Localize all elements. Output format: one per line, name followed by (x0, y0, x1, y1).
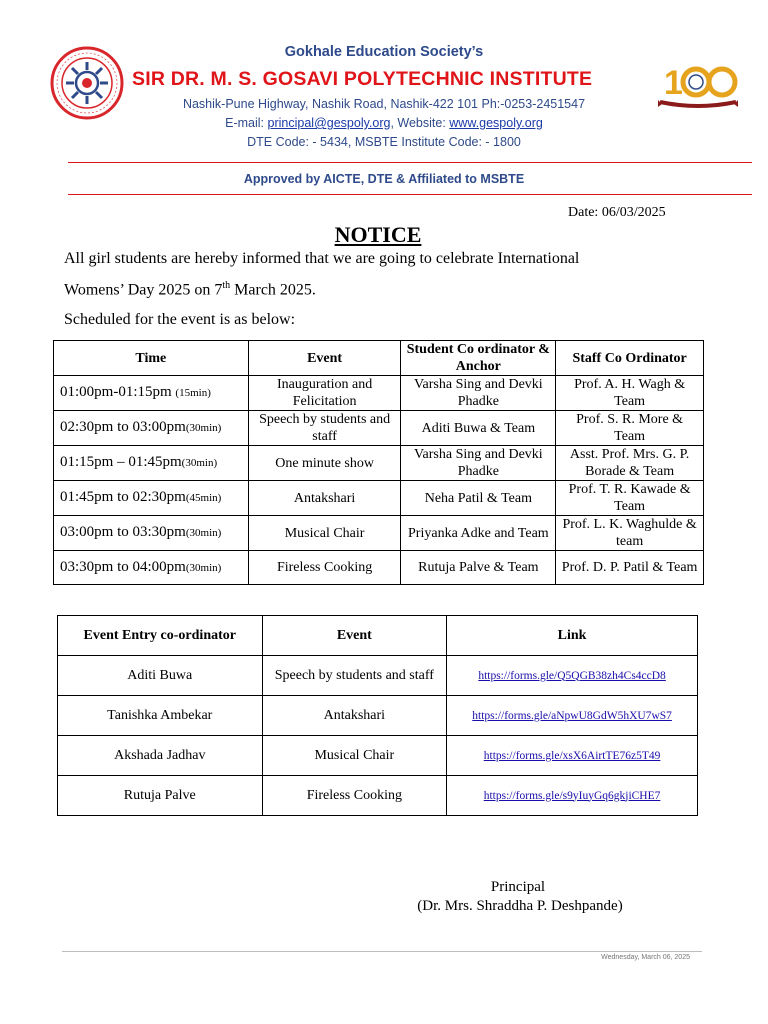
schedule-row (54, 446, 704, 481)
footer-date: Wednesday, March 06, 2025 (601, 954, 690, 961)
footer-divider (62, 951, 702, 952)
coordinator-cell: Tanishka Ambekar (58, 696, 263, 736)
student-cell: Aditi Buwa & Team (401, 411, 556, 446)
entry-row (58, 776, 698, 816)
schedule-row (54, 481, 704, 516)
email-label: E-mail: (225, 116, 268, 130)
link-cell (447, 696, 698, 736)
schedule-row (54, 516, 704, 551)
duration: (30min) (185, 422, 222, 434)
staff-cell: Prof. L. K. Waghulde & team (556, 516, 704, 551)
event-cell: Inauguration and Felicitation (248, 376, 401, 411)
time-range: 01:00pm-01:15pm (60, 384, 176, 400)
header-divider-bottom (68, 194, 752, 195)
time-cell (54, 446, 249, 481)
intro-line-2-end: March 2025. (230, 281, 316, 299)
time-range: 02:30pm to 03:00pm (60, 419, 186, 435)
coordinator-cell: Aditi Buwa (58, 656, 263, 696)
form-link[interactable]: https://forms.gle/s9yIuyGq6gkjiCHE7 (483, 789, 661, 802)
form-link[interactable]: https://forms.gle/xsX6AirtTE76z5T49 (483, 749, 661, 762)
entry-event-cell: Speech by students and staff (262, 656, 447, 696)
time-range: 03:30pm to 04:00pm (60, 558, 186, 575)
form-link[interactable]: https://forms.gle/Q5QGB38zh4Cs4ccD8 (478, 669, 666, 682)
entry-event-cell: Antakshari (262, 696, 447, 736)
signatory-name: (Dr. Mrs. Shraddha P. Deshpande) (417, 898, 623, 914)
ordinal-suffix: th (222, 280, 231, 291)
event-cell: Antakshari (248, 481, 401, 516)
email-link[interactable]: principal@gespoly.org (267, 116, 391, 130)
time-cell (54, 376, 249, 411)
entry-header-row (58, 616, 698, 656)
staff-cell: Prof. T. R. Kawade & Team (556, 481, 704, 516)
institute-address: Nashik-Pune Highway, Nashik Road, Nashik-422 101 Ph:-0253-2451547 (182, 97, 586, 111)
event-cell: One minute show (248, 446, 401, 481)
entry-row (58, 736, 698, 776)
student-cell: Priyanka Adke and Team (401, 516, 556, 551)
duration: (30min) (181, 457, 218, 469)
entry-row (58, 696, 698, 736)
header-staff-coordinator: Staff Co Ordinator (556, 341, 704, 376)
time-range: 01:45pm to 02:30pm (60, 489, 186, 505)
society-name: Gokhale Education Society’s (284, 44, 484, 60)
form-link[interactable]: https://forms.gle/aNpwU8GdW5hXU7wS7 (472, 709, 672, 722)
entry-coordinator-table (57, 615, 698, 816)
header-entry-link: Link (447, 616, 698, 656)
schedule-header-row (54, 341, 704, 376)
time-cell (54, 481, 249, 516)
entry-event-cell: Fireless Cooking (262, 776, 447, 816)
student-cell: Neha Patil & Team (401, 481, 556, 516)
duration: (30min) (185, 527, 222, 539)
schedule-row (54, 551, 704, 585)
coordinator-cell: Rutuja Palve (58, 776, 263, 816)
intro-line-2-text: Womens’ Day 2025 on 7 (64, 281, 223, 299)
schedule-table (53, 340, 704, 585)
intro-line-1: All girl students are hereby informed that we are going to celebrate International (64, 250, 580, 267)
institute-codes: DTE Code: - 5434, MSBTE Institute Code: - 1800 (247, 135, 521, 149)
header-event: Event (248, 341, 401, 376)
schedule-row (54, 376, 704, 411)
signatory-title: Principal (490, 879, 546, 895)
intro-line-2 (64, 280, 316, 299)
svg-text:1: 1 (664, 64, 683, 102)
staff-cell: Asst. Prof. Mrs. G. P. Borade & Team (556, 446, 704, 481)
link-cell (447, 776, 698, 816)
time-cell (54, 411, 249, 446)
duration: (30min) (185, 561, 222, 574)
intro-line-3: Scheduled for the event is as below: (64, 311, 296, 328)
notice-title: NOTICE (334, 222, 422, 247)
institute-name: SIR DR. M. S. GOSAVI POLYTECHNIC INSTITUTE (132, 68, 593, 90)
time-range: 03:00pm to 03:30pm (60, 524, 186, 540)
staff-cell: Prof. S. R. More & Team (556, 411, 704, 446)
coordinator-cell: Akshada Jadhav (58, 736, 263, 776)
duration: (15min) (175, 387, 211, 399)
website-label: , Website: (390, 116, 450, 130)
header-student-coordinator: Student Co ordinator & Anchor (401, 341, 556, 376)
event-cell: Musical Chair (248, 516, 401, 551)
time-range: 01:15pm – 01:45pm (60, 454, 182, 470)
contact-line (0, 116, 768, 130)
student-cell: Varsha Sing and Devki Phadke (401, 376, 556, 411)
student-cell: Rutuja Palve & Team (401, 551, 556, 585)
staff-cell: Prof. A. H. Wagh & Team (556, 376, 704, 411)
header-time: Time (54, 341, 249, 376)
header-entry-event: Event (262, 616, 447, 656)
entry-row (58, 656, 698, 696)
notice-date: Date: 06/03/2025 (568, 205, 666, 220)
event-cell: Fireless Cooking (248, 551, 401, 585)
staff-cell: Prof. D. P. Patil & Team (556, 551, 704, 585)
duration: (45min) (185, 492, 222, 504)
time-cell (54, 516, 249, 551)
header-entry-coordinator: Event Entry co-ordinator (58, 616, 263, 656)
website-link[interactable]: www.gespoly.org (449, 116, 543, 130)
time-cell (54, 551, 249, 585)
schedule-row (54, 411, 704, 446)
header-divider-top (68, 162, 752, 163)
approval-line: Approved by AICTE, DTE & Affiliated to MSBTE (243, 172, 525, 186)
entry-event-cell: Musical Chair (262, 736, 447, 776)
event-cell: Speech by students and staff (248, 411, 401, 446)
link-cell (447, 656, 698, 696)
link-cell (447, 736, 698, 776)
student-cell: Varsha Sing and Devki Phadke (401, 446, 556, 481)
